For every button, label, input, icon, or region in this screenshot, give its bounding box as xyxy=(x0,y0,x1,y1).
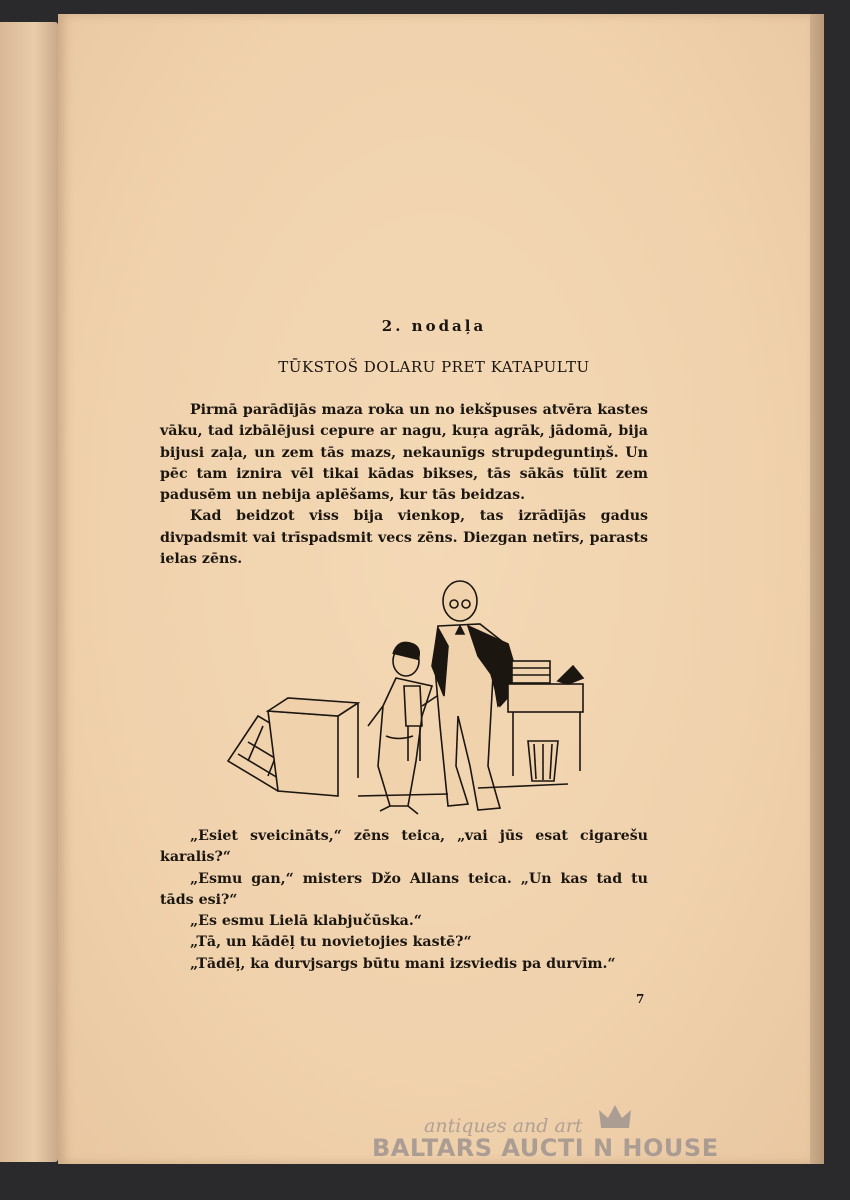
paragraph: Pirmā parādījās maza roka un no iekšpuses atvēra kastes vāku, tad izbālējusi cepure ar nagu, kuŗa agrāk, jādomā, bija bijusi zaļa, un zem tās mazs, nekaunīgs strupdeguntiņš. Un pēc tam iznira vēl tikai kādas bikses, tās sākās tūlīt zem padusēm un nebija aplēšams, kur tās beidzas. xyxy=(160,402,648,504)
chapter-title: TŪKSTOŠ DOLARU PRET KATAPULTU xyxy=(278,358,590,376)
dialogue-line: „Tādēļ, ka durvjsargs būtu mani izsviedis pa durvīm.“ xyxy=(190,955,616,972)
body-text xyxy=(160,400,648,570)
crown-icon xyxy=(597,1102,633,1132)
dialogue-line: „Es esmu Lielā klabjučūska.“ xyxy=(190,913,422,930)
dialogue-line: „Esmu gan,“ misters Džo Allans teica. „Un kas tad tu tāds esi?“ xyxy=(160,870,648,908)
chapter-heading: 2. nodaļa xyxy=(381,317,487,335)
dialogue-line: „Esiet sveicināts,“ zēns teica, „vai jūs esat cigarešu karalis?“ xyxy=(160,828,648,866)
dialogue-line: „Tā, un kādēļ tu novietojies kastē?“ xyxy=(190,934,472,951)
watermark-tagline: antiques and art xyxy=(424,1115,583,1137)
dialogue-block xyxy=(160,826,648,975)
page-number: 7 xyxy=(636,992,645,1006)
watermark-auction-house: BALTARS AUCTI N HOUSE xyxy=(372,1134,719,1162)
illustration-boy-and-gentleman-icon xyxy=(208,566,588,816)
left-page-edge xyxy=(0,22,58,1162)
book-page xyxy=(58,14,810,1164)
paragraph: Kad beidzot viss bija vienkop, tas izrādījās gadus divpadsmit vai trīspadsmit vecs zēns. Diezgan netīrs, parasts ielas zēns. xyxy=(160,508,648,568)
